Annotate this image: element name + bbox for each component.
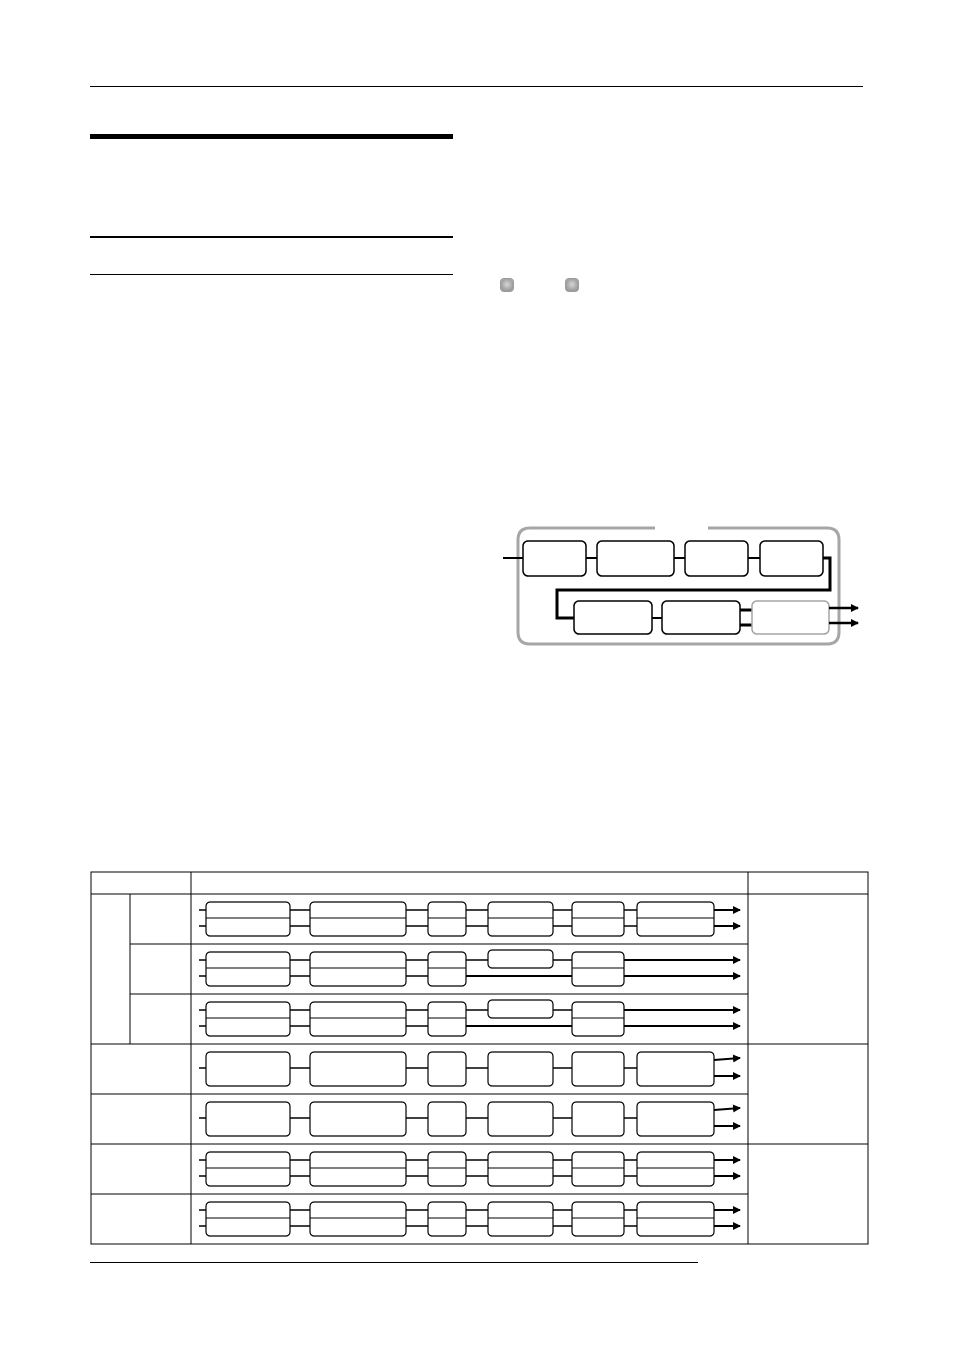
chain-block [572, 902, 624, 936]
chain-block [428, 1152, 466, 1186]
chain-block [637, 1202, 714, 1236]
chain-block [206, 1202, 290, 1236]
table-row-chain [199, 1000, 740, 1036]
chain-block [428, 902, 466, 936]
chain-block-bypass [488, 950, 553, 968]
chain-block [488, 1052, 553, 1086]
output-arrow [714, 1108, 740, 1110]
chain-block [428, 1102, 466, 1136]
chain-block [206, 902, 290, 936]
chain-block [310, 902, 406, 936]
chain-block [310, 1052, 406, 1086]
chain-block [488, 1202, 553, 1236]
chain-block [637, 1102, 714, 1136]
footer-rule [90, 1262, 698, 1263]
chain-block [310, 1202, 406, 1236]
chain-block [637, 1052, 714, 1086]
chain-block [428, 1052, 466, 1086]
chain-block [572, 1202, 624, 1236]
chain-block [206, 1152, 290, 1186]
table-row-chain [199, 902, 740, 936]
chain-block [206, 1102, 290, 1136]
chain-block [572, 1152, 624, 1186]
chain-block [488, 1102, 553, 1136]
table-row-chain [199, 1102, 740, 1136]
chain-block [206, 1002, 290, 1036]
chain-block [310, 952, 406, 986]
chain-block [488, 902, 553, 936]
chain-block [206, 1052, 290, 1086]
chain-block [428, 1002, 466, 1036]
chain-block [428, 1202, 466, 1236]
chain-block [572, 1002, 624, 1036]
chain-block [310, 1002, 406, 1036]
chain-block-bypass [488, 1000, 553, 1018]
chain-block [488, 1152, 553, 1186]
chain-block [572, 1052, 624, 1086]
table-row-chain [199, 950, 740, 986]
chain-block [310, 1152, 406, 1186]
chain-block [572, 1102, 624, 1136]
chain-block [637, 1152, 714, 1186]
chain-block [428, 952, 466, 986]
chain-block [310, 1102, 406, 1136]
chain-block [637, 902, 714, 936]
table-row-chain [199, 1052, 740, 1086]
chain-block [572, 952, 624, 986]
chain-block [206, 952, 290, 986]
output-arrow [714, 1058, 740, 1060]
table-row-chain [199, 1152, 740, 1186]
table-row-chain [199, 1202, 740, 1236]
